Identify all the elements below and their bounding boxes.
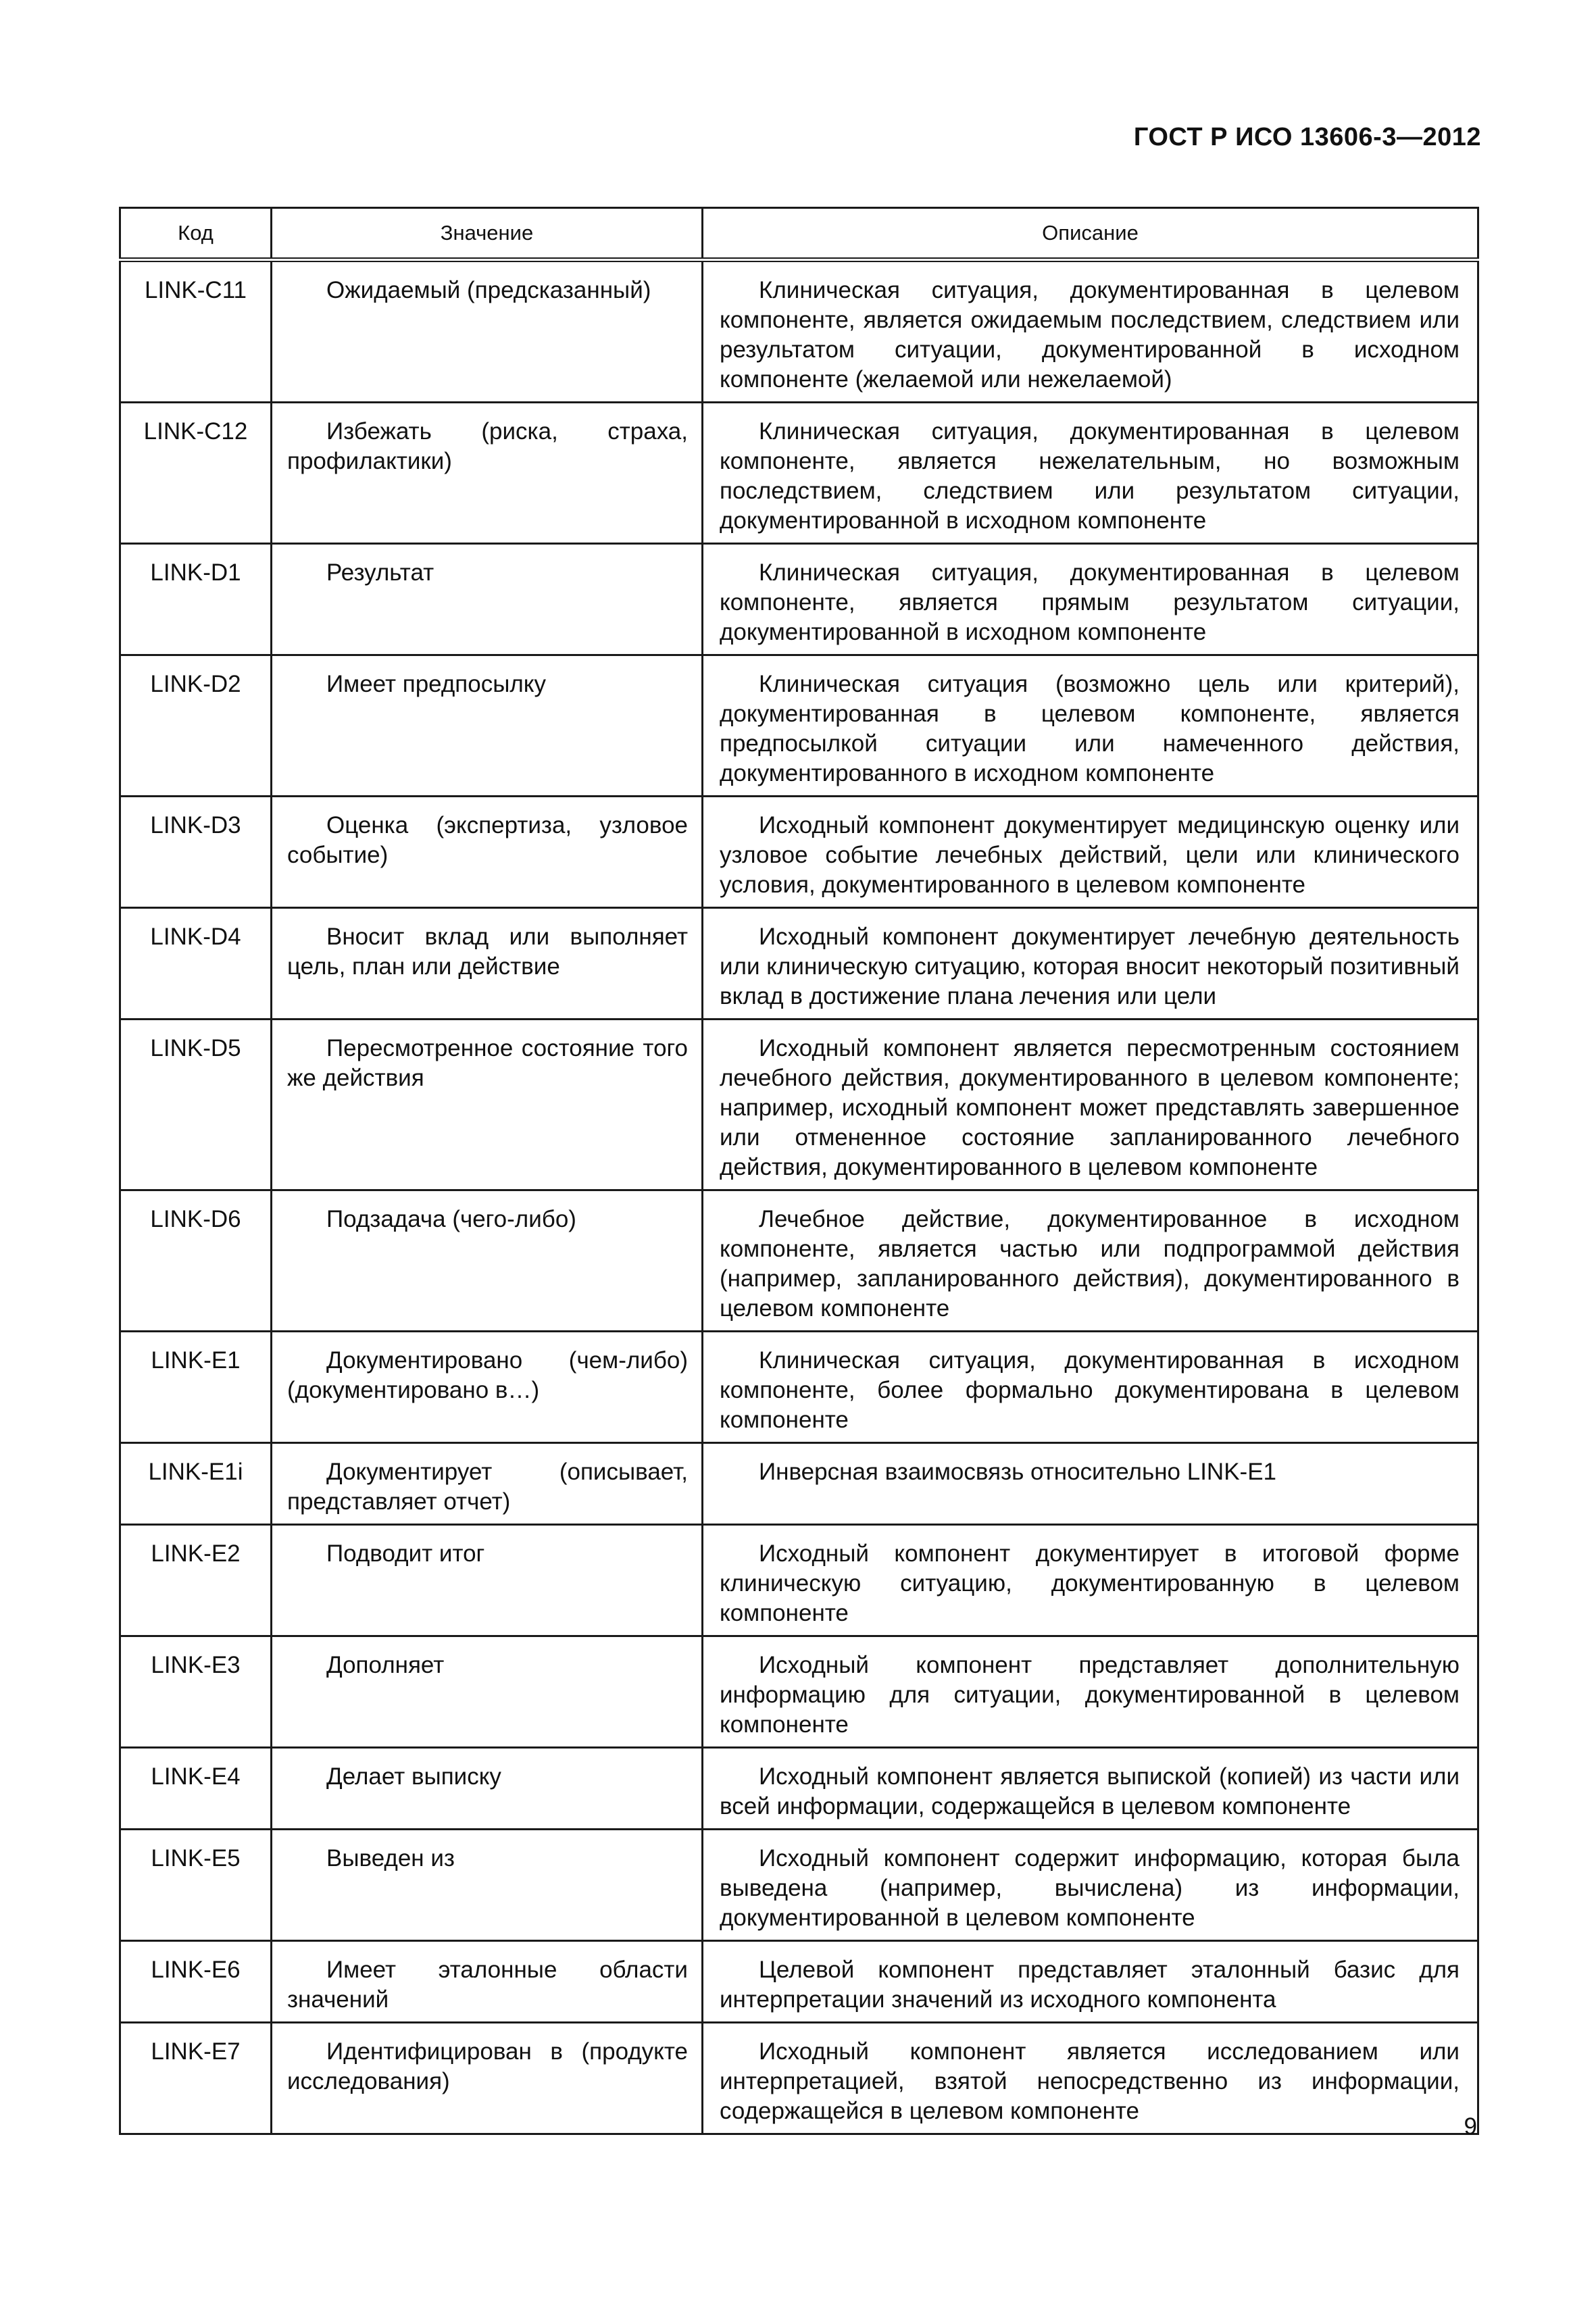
table-row — [120, 1332, 1478, 1443]
row-meaning: Делает выписку — [272, 1748, 703, 1830]
row-meaning: Подводит итог — [272, 1525, 703, 1636]
row-meaning: Документирует (описывает, представляет отчет) — [272, 1443, 703, 1525]
row-code: LINK-E1 — [120, 1332, 272, 1443]
table-header-row — [120, 208, 1478, 260]
row-code: LINK-C12 — [120, 403, 272, 544]
row-code: LINK-D5 — [120, 1020, 272, 1190]
row-meaning: Ожидаемый (предсказанный) — [272, 260, 703, 403]
row-description: Исходный компонент документирует в итоговой форме клиническую ситуацию, документированную в целевом компоненте — [703, 1525, 1478, 1636]
table-row — [120, 1941, 1478, 2023]
row-meaning: Избежать (риска, страха, профилактики) — [272, 403, 703, 544]
row-code: LINK-D1 — [120, 544, 272, 655]
column-header-code: Код — [120, 208, 272, 260]
row-description: Исходный компонент является пересмотренным состоянием лечебного действия, документированного в целевом компоненте; например, исходный компонент может представлять завершенное или отмененное состояние запланированного лечебного действия, документированного в целевом компоненте — [703, 1020, 1478, 1190]
row-description: Лечебное действие, документированное в исходном компоненте, является частью или подпрограммой действия (например, запланированного действия), документированного в целевом компоненте — [703, 1190, 1478, 1332]
row-description: Целевой компонент представляет эталонный базис для интерпретации значений из исходного компонента — [703, 1941, 1478, 2023]
table-body — [120, 260, 1478, 2134]
table-row — [120, 1525, 1478, 1636]
row-description: Исходный компонент содержит информацию, которая была выведена (например, вычислена) из информации, документированной в целевом компоненте — [703, 1830, 1478, 1941]
row-code: LINK-E1i — [120, 1443, 272, 1525]
row-code: LINK-E3 — [120, 1636, 272, 1748]
row-meaning: Пересмотренное состояние того же действия — [272, 1020, 703, 1190]
page-number: 9 — [1464, 2113, 1477, 2140]
row-code: LINK-D3 — [120, 797, 272, 908]
row-description: Исходный компонент является выпиской (копией) из части или всей информации, содержащейся в целевом компоненте — [703, 1748, 1478, 1830]
row-code: LINK-E7 — [120, 2023, 272, 2134]
table-row — [120, 2023, 1478, 2134]
row-code: LINK-D4 — [120, 908, 272, 1020]
row-meaning: Подзадача (чего-либо) — [272, 1190, 703, 1332]
table-row — [120, 1748, 1478, 1830]
link-types-table — [119, 207, 1479, 2135]
row-description: Исходный компонент является исследованием или интерпретацией, взятой непосредственно из информации, содержащейся в целевом компоненте — [703, 2023, 1478, 2134]
table-row — [120, 908, 1478, 1020]
row-code: LINK-E2 — [120, 1525, 272, 1636]
row-description: Исходный компонент документирует лечебную деятельность или клиническую ситуацию, которая вносит некоторый позитивный вклад в достижение плана лечения или цели — [703, 908, 1478, 1020]
row-description: Клиническая ситуация, документированная в целевом компоненте, является прямым результатом ситуации, документированной в исходном компоненте — [703, 544, 1478, 655]
row-code: LINK-E5 — [120, 1830, 272, 1941]
row-description: Клиническая ситуация, документированная в исходном компоненте, более формально документирована в целевом компоненте — [703, 1332, 1478, 1443]
row-meaning: Вносит вклад или выполняет цель, план или действие — [272, 908, 703, 1020]
row-description: Клиническая ситуация, документированная в целевом компоненте, является ожидаемым последствием, следствием или результатом ситуации, документированной в исходном компоненте (желаемой или нежелаемой) — [703, 260, 1478, 403]
row-code: LINK-E4 — [120, 1748, 272, 1830]
row-meaning: Имеет предпосылку — [272, 655, 703, 797]
table-row — [120, 403, 1478, 544]
row-meaning: Имеет эталонные области значений — [272, 1941, 703, 2023]
table-row — [120, 655, 1478, 797]
row-meaning: Оценка (экспертиза, узловое событие) — [272, 797, 703, 908]
row-description: Исходный компонент документирует медицинскую оценку или узловое событие лечебных действий, цели или клинического условия, документированного в целевом компоненте — [703, 797, 1478, 908]
row-description: Клиническая ситуация, документированная в целевом компоненте, является нежелательным, но возможным последствием, следствием или результатом ситуации, документированной в исходном компоненте — [703, 403, 1478, 544]
row-code: LINK-C11 — [120, 260, 272, 403]
row-meaning: Документировано (чем-либо) (документировано в…) — [272, 1332, 703, 1443]
row-code: LINK-E6 — [120, 1941, 272, 2023]
table-row — [120, 260, 1478, 403]
row-meaning: Идентифицирован в (продукте исследования) — [272, 2023, 703, 2134]
row-meaning: Дополняет — [272, 1636, 703, 1748]
table-row — [120, 1830, 1478, 1941]
column-header-description: Описание — [703, 208, 1478, 260]
table-row — [120, 1020, 1478, 1190]
row-description: Клиническая ситуация (возможно цель или критерий), документированная в целевом компоненте, является предпосылкой ситуации или намеченного действия, документированного в исходном компоненте — [703, 655, 1478, 797]
row-code: LINK-D2 — [120, 655, 272, 797]
row-meaning: Результат — [272, 544, 703, 655]
column-header-meaning: Значение — [272, 208, 703, 260]
row-description: Инверсная взаимосвязь относительно LINK-E1 — [703, 1443, 1478, 1525]
row-code: LINK-D6 — [120, 1190, 272, 1332]
document-standard-id: ГОСТ Р ИСО 13606-3—2012 — [1133, 123, 1481, 151]
table-row — [120, 1636, 1478, 1748]
table-row — [120, 544, 1478, 655]
row-description: Исходный компонент представляет дополнительную информацию для ситуации, документированной в целевом компоненте — [703, 1636, 1478, 1748]
table-row — [120, 797, 1478, 908]
table-row — [120, 1443, 1478, 1525]
row-meaning: Выведен из — [272, 1830, 703, 1941]
table-row — [120, 1190, 1478, 1332]
